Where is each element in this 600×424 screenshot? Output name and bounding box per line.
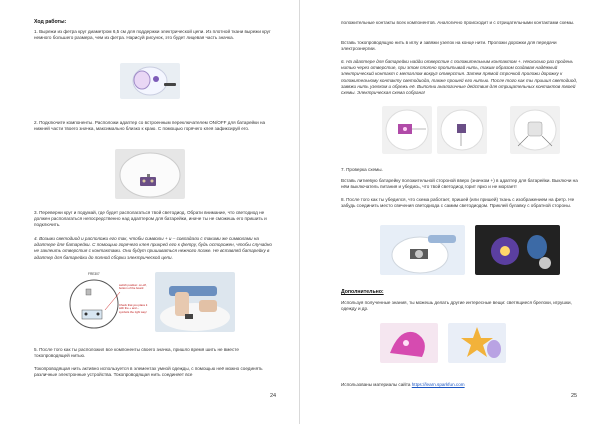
work-heading: Ход работы:	[34, 19, 67, 25]
source-prefix: Использованы материалы сайта	[341, 382, 412, 387]
extra-text: Используя полученные знания, ты можешь делать другие интересные вещи: светящиеся брелоки, игрушки, одежду и др.	[341, 300, 572, 312]
glue-gun-photo	[155, 272, 235, 332]
step-2-text: 2. Подключите компоненты. Расположи адаптер со встроенным переключателем ON/OFF для батарейки на нижней части твоего значка, максимально близко к краю. С помощью горячего клея зафиксируй его.	[34, 120, 266, 132]
source-link[interactable]: https://learn.sparkfun.com	[411, 382, 465, 387]
intro-text-1: положительные контакты всех компонентов. Аналогично происходит и с отрицательными контактами схемы.	[341, 20, 575, 25]
diagram-label-side: switch position: on-off, bottom of the board	[119, 283, 147, 291]
glowing-toy-photo-1	[380, 323, 438, 363]
step-4-text: 4. Возьми светодиод и расположи его так, чтобы символы + и – совпадали с такими же символами на адаптере для батарейки. С помощью горячего клея прикрей его к фетру, будь осторожен, чтобы случайно не заклеить отверстия с контактами. Они будут пришиваться нежного позже. Не вставляй батарейку в адаптер для батарейки до полной сборки электрической цепи.	[34, 236, 272, 260]
conductive-thread-text: Токопроводящая нить активно используется в элементах умной одежды, с помощью неё можно соединять различные электронные устройства. Токопроводящая нить соединяет все	[34, 366, 263, 378]
battery-adapter-photo	[115, 149, 185, 199]
source-line	[341, 382, 581, 388]
extra-heading: Дополнительно:	[341, 289, 384, 295]
step-3-text: 3. Переверни круг и подумай, где будет располагаться твой светодиод. Обрати внимание, что светодиод не должен располагаться непосредственно над адаптером для батарейки, иначе ты не сможешь его пришить и подключить.	[34, 210, 267, 228]
felt-circle-photo	[120, 63, 180, 99]
diagram-label-note: Check that you place it with the + and – symbols the right way!	[119, 303, 148, 314]
stitching-photo-3	[510, 106, 560, 154]
step-1-text: 1. Вырежи из фетра круг диаметром 6,5 см для поддержки электрической цепи. Из плотной ткани вырежи круг немного большего размера, чем из фетра. Нарисуй рисунок, это будет лицевая часть значка.	[34, 29, 271, 41]
glowing-toy-photo-2	[448, 323, 506, 363]
right-page	[300, 0, 600, 424]
step-5-text: 5. После того как ты расположил все компоненты своего значка, пришло время шить не вместе токопроводящей нитью.	[34, 347, 239, 359]
step-6-text: 6. На адаптере для батарейки найди отверстие с положительным контактом +. Несколько раз продень нитью через отверстие, при этом плотно пропитывай нить, таким образом создавая надёжный электрический контакт с металлом вокруг отверстия. Затем прямой строчкой проложи дорожку к положительному контакту светодиода, также прошей его нитью. После того как ты пришил светодиод, завяжи нить узелком и обрежь её. Выполни аналогичные действия для отрицательных контактов твоей схемы. Электрическая схема собрана!	[341, 59, 578, 96]
diagram-label-top: FRE307	[88, 272, 100, 276]
step-7b-text: Вставь литиевую батарейку положительной стороной вверх (значком +) в адаптер для батарейки. Выключи на нём выключатель питания и убедись, что твой светодиод горит ярко и не моргает!	[341, 178, 578, 190]
intro-text-2: Вставь токопроводящую нить в иглу и завяжи узелок на конце нити. Проложи дорожки для передачи электроэнергии.	[341, 40, 557, 52]
battery-insertion-photo	[380, 225, 465, 275]
step-8-text: 8. После того как ты убедился, что схема работает, пришей (или пришей) ткань с изображением на фетр. Не забудь соединить место свечения светодиода с самим светодиодом. Приклей булавку с обратной стороны.	[341, 197, 575, 209]
step-7-text: 7. Проверка схемы.	[341, 167, 383, 172]
page-number-left: 24	[270, 393, 277, 399]
finished-badge-photo	[475, 225, 560, 275]
stitching-photo-2	[437, 106, 487, 154]
stitching-photo-1	[382, 106, 432, 154]
led-placement-diagram	[60, 272, 150, 332]
page-number-right: 25	[571, 393, 578, 399]
